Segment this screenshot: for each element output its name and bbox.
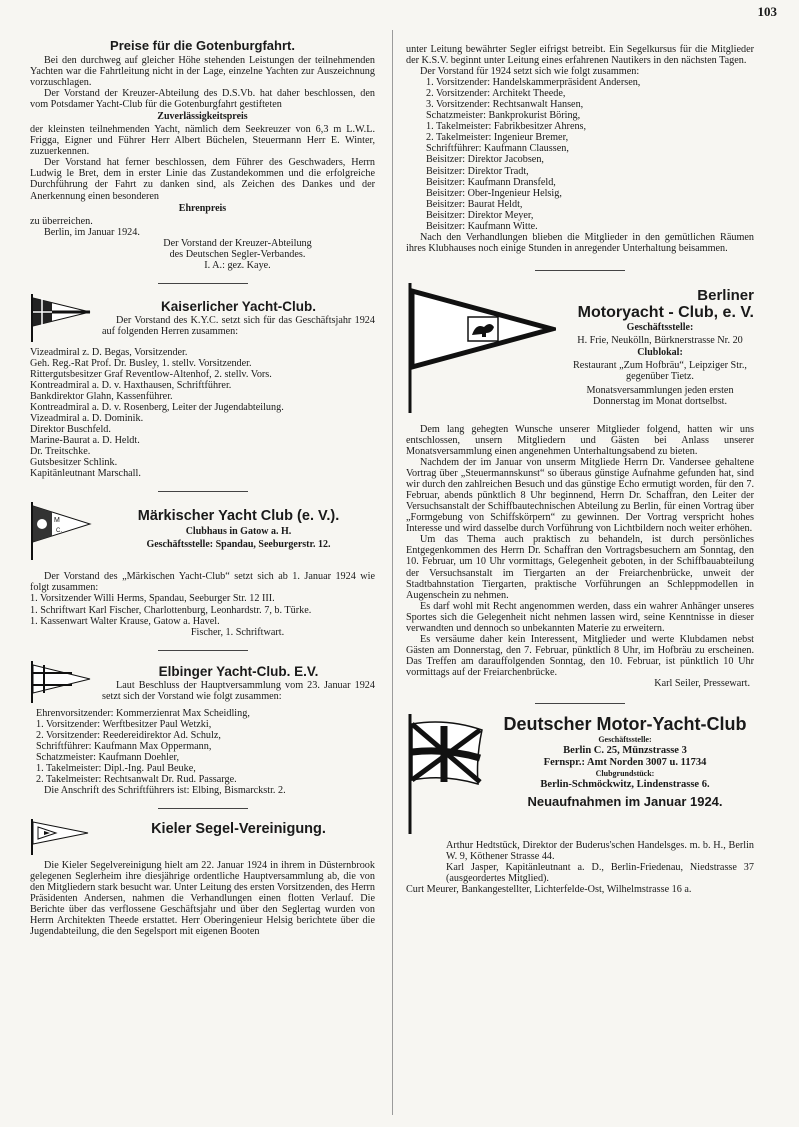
- preise-paragraph: Der Vorstand hat ferner beschlossen, dem Führer des Geschwaders, Herrn Ludwig le Bret, dem in erster Linie das Zustandekommen und die erfolgreiche Durchführung der Fahrt zu danken sind, als Zeichen des Dankes und der Anerkennung einen besonderen: [30, 157, 375, 202]
- dmyc-office: Berlin C. 25, Münzstrasse 3: [563, 745, 687, 757]
- left-column: [30, 36, 375, 937]
- ksv-member-list: [406, 77, 754, 232]
- bmyc-paragraph: Dem lang gehegten Wunsche unserer Mitglieder folgend, hatten wir uns entschlossen, unsern Mitgliedern und Gästen bei Anlass unserer Monatsversammlung einen angenehmen Unterhaltungsabend zu bieten.: [406, 423, 754, 457]
- column-divider: [392, 30, 393, 1115]
- bmyc-paragraph: Es versäume daher kein Interessent, Mitglieder und werte Klubdamen nebst Gästen am Donnerstag, den 7. Februar, pünktlich 8 Uhr, im Hofbräu zu erscheinen. Das Treffen am darauffolgenden Sonntag, den 10. Februar, ist pünktlich 10 Uhr vormittags auf der Freiarchenbrücke.: [406, 633, 754, 678]
- ksv-member: Beisitzer: Direktor Tradt,: [426, 165, 529, 177]
- section-rule: [158, 808, 248, 809]
- eyc-member: Schatzmeister: Kaufmann Doehler,: [36, 751, 180, 763]
- kyc-member: Rittergutsbesitzer Graf Reventlow-Altenhof, 2. stellv. Vors.: [30, 368, 272, 380]
- preise-subheading: Ehrenpreis: [178, 202, 227, 214]
- kyc-member: Kontreadmiral a. D. v. Haxthausen, Schriftführer.: [30, 379, 232, 391]
- ksv-paragraph: Die Kieler Segelvereinigung hielt am 22. Januar 1924 in ihrem in Düsternbrook gelegenen Seglerheim ihre diesjährige ordentliche Hauptversammlung ab, die von den Mitgliedern stark besucht war. Unter Leitung des ersten Vorsitzenden, des Herrn Präsidenten Andersen, nahmen die Verhandlungen einen flotten Verlauf. Die Berichte über das verflossene Geschäftsjahr und über den Seglertag wurden von Herrn Architekten Theede erstattet. Herr Oberingenieur Helsig berichtete über die Jugendabteilung, die den Segelsport mit eigenen Booten: [30, 860, 375, 938]
- section-rule: [158, 650, 248, 651]
- preise-subheading: Zuverlässigkeitspreis: [157, 111, 248, 123]
- section-rule: [535, 270, 625, 271]
- kyc-member: Direktor Buschfeld.: [30, 424, 111, 436]
- preise-paragraph: der kleinsten teilnehmenden Yacht, nämlich dem Seekreuzer von 6,3 m L.W.L. Frigga, Eigner und Führer Herr Albert Büchelen, Steuermann Herr E. Winter, zuzuerkennen.: [30, 124, 375, 158]
- bmyc-paragraph: Um das Thema auch praktisch zu behandeln, ist durch persönliches Entgegenkommen des Herrn Dr. Schaffran den Vortragsbesuchern am Sonntag, den 10. Februar, um 10 Uhr vormittags, Gelegenheit geboten, in der Schiffbauabteilung der Versuchsanstalt im Tiergarten an der Freiarchenbrücke, unweit der Stadtbahnstation Tiergarten, praktische Vorführungen an Schleppmodellen in Augenschein zu nehmen.: [406, 534, 754, 601]
- mkyc-flag-icon: [30, 502, 92, 565]
- dmyc-ground: Berlin-Schmöckwitz, Lindenstrasse 6.: [540, 779, 710, 791]
- bmyc-title-line2: Motoryacht - Club, e. V.: [577, 303, 754, 321]
- svg-text:M: M: [54, 517, 60, 525]
- bmyc-title-line1: Berliner: [697, 286, 754, 304]
- kyc-member-list: [30, 347, 375, 480]
- ksv-member: 1. Vorsitzender: Handelskammerpräsident Andersen,: [426, 77, 641, 89]
- eyc-title: Elbinger Yacht-Club. E.V.: [158, 663, 319, 679]
- bmyc-lokal: Restaurant „Zum Hofbräu“, Leipziger Str., gegenüber Tietz.: [573, 359, 747, 382]
- section-rule: [535, 703, 625, 704]
- kyc-member: Marine-Baurat a. D. Heldt.: [30, 435, 140, 447]
- eyc-member: 1. Vorsitzender: Werftbesitzer Paul Wetzki,: [36, 718, 212, 730]
- eyc-member: Ehrenvorsitzender: Kommerzienrat Max Scheidling,: [36, 707, 250, 719]
- mkyc-intro: Der Vorstand des „Märkischen Yacht-Club“ setzt sich ab 1. Januar 1924 wie folgt zusammen:: [30, 571, 375, 594]
- bmyc-meetings: Monatsversammlungen jeden ersten Donnerstag im Monat dortselbst.: [586, 385, 734, 408]
- bmyc-flag-icon: [406, 283, 556, 418]
- mkyc-signature: Fischer, 1. Schriftwart.: [190, 626, 285, 638]
- ksv-member: Beisitzer: Ober-Ingenieur Helsig,: [426, 187, 562, 199]
- right-column: [406, 44, 754, 895]
- dmyc-phone: Fernspr.: Amt Norden 3007 u. 11734: [543, 757, 707, 769]
- section-rule: [158, 283, 248, 284]
- kyc-flag-icon: [30, 294, 92, 347]
- kyc-member: Geh. Reg.-Rat Prof. Dr. Busley, 1. stellv. Vorsitzender.: [30, 357, 252, 369]
- ksv-member: 3. Vorsitzender: Rechtsanwalt Hansen,: [426, 99, 584, 111]
- eyc-note: Die Anschrift des Schriftführers ist: Elbing, Bismarckstr. 2.: [44, 784, 286, 796]
- dmyc-ground-label: Clubgrundstück:: [595, 769, 655, 779]
- dmyc-new-title: Neuaufnahmen im Januar 1924.: [527, 794, 723, 810]
- ksv-title: Kieler Segel-Vereinigung.: [151, 821, 326, 838]
- dmyc-flag-icon: [406, 714, 486, 839]
- eyc-member-list: [30, 708, 375, 785]
- bmyc-paragraph: Es darf wohl mit Recht angenommen werden, dass ein wahrer Anhänger unseres Sportes sich die Gelegenheit nicht nehmen lassen wird, seine Kenntnisse in dieser verwandten und dennoch so unbekannten Materie zu erweitern.: [406, 600, 754, 634]
- dmyc-title: Deutscher Motor-Yacht-Club: [503, 714, 747, 735]
- bmyc-office: H. Frie, Neukölln, Bürknerstrasse Nr. 20: [577, 334, 743, 346]
- ksv-member: Beisitzer: Direktor Meyer,: [426, 209, 534, 221]
- dmyc-new-member: Karl Jasper, Kapitänleutnant a. D., Berlin-Friedenau, Niedstrasse 37 (ausgeordertes Mitglied).: [446, 862, 754, 885]
- mkyc-member: 1. Kassenwart Walter Krause, Gatow a. Havel.: [30, 615, 220, 627]
- preise-signature: des Deutschen Segler-Verbandes.: [169, 248, 306, 260]
- eyc-header: [30, 661, 375, 708]
- kyc-header: [30, 294, 375, 347]
- kyc-member: Kontreadmiral a. D. v. Rosenberg, Leiter der Jugendabteilung.: [30, 402, 284, 414]
- dmyc-new-member: Curt Meurer, Bankangestellter, Lichterfelde-Ost, Wilhelmstrasse 16 a.: [406, 884, 692, 896]
- bmyc-office-label: Geschäftsstelle:: [626, 321, 694, 333]
- eyc-flag-icon: [30, 661, 92, 708]
- svg-text:C.: C.: [56, 528, 62, 535]
- bmyc-lokal-label: Clublokal:: [637, 346, 683, 358]
- ksv-paragraph: Der Vorstand für 1924 setzt sich wie folgt zusammen:: [420, 66, 640, 78]
- eyc-member: 2. Takelmeister: Rechtsanwalt Dr. Rud. Passarge.: [36, 773, 237, 785]
- mkyc-subtitle: Clubhaus in Gatow a. H.: [185, 526, 292, 538]
- ksv-member: 2. Takelmeister: Ingenieur Bremer,: [426, 132, 569, 144]
- kyc-member: Dr. Treitschke.: [30, 446, 91, 458]
- kyc-member: Bankdirektor Glahn, Kassenführer.: [30, 390, 173, 402]
- kyc-member: Vizeadmiral z. D. Begas, Vorsitzender.: [30, 346, 188, 358]
- kyc-intro: Der Vorstand des K.Y.C. setzt sich für das Geschäftsjahr 1924 auf folgenden Herren zusammen:: [102, 314, 375, 337]
- ksv-member: Schatzmeister: Bankprokurist Böring,: [426, 110, 581, 122]
- preise-date: Berlin, im Januar 1924.: [44, 226, 140, 238]
- ksv-flag-icon: [30, 819, 92, 860]
- page-number: 103: [757, 4, 777, 19]
- eyc-intro: Laut Beschluss der Hauptversammlung vom 23. Januar 1924 setzt sich der Vorstand wie folgt zusammen:: [102, 679, 375, 702]
- bmyc-header: [406, 283, 754, 418]
- ksv-member: Beisitzer: Kaufmann Witte.: [426, 220, 538, 232]
- eyc-member: Schriftführer: Kaufmann Max Oppermann,: [36, 740, 212, 752]
- section-rule: [158, 491, 248, 492]
- preise-title: Preise für die Gotenburgfahrt.: [110, 38, 295, 53]
- dmyc-office-label: Geschäftsstelle:: [598, 735, 652, 745]
- dmyc-new-member: Arthur Hedtstück, Direktor der Buderus'schen Handelsges. m. b. H., Berlin W. 9, Köthener Strasse 44.: [446, 840, 754, 863]
- ksv-member: Beisitzer: Baurat Heldt,: [426, 198, 523, 210]
- bmyc-signature: Karl Seiler, Pressewart.: [654, 677, 750, 689]
- eyc-member: 1. Takelmeister: Dipl.-Ing. Paul Beuke,: [36, 762, 196, 774]
- kyc-member: Vizeadmiral a. D. Dominik.: [30, 413, 144, 425]
- ksv-member: Schriftführer: Kaufmann Claussen,: [426, 143, 569, 155]
- ksv-member: Beisitzer: Direktor Jacobsen,: [426, 154, 544, 166]
- mkyc-member: 1. Vorsitzender Willi Herms, Spandau, Seeburger Str. 12 III.: [30, 593, 275, 605]
- kyc-member: Gutsbesitzer Schlink.: [30, 457, 118, 469]
- bmyc-paragraph: Nachdem der im Januar von unserm Mitgliede Herrn Dr. Vandersee gehaltene Vortrag über „Steuermannskunst“ so überaus günstige Aufnahme gefunden hat, sind wir durch den zahlreichen Besuch und das günstige Echo ermutigt worden, für den 7. Februar, abends pünktlich 8 Uhr beginnend, Herrn Dr. Schaffran, den Leiter der Versuchsanstalt der Schiffbautechnischen Abteilung zu Berlin, für einen Vortrag über „Formgebung von Schiffskörpern“ zu gewinnen. Der Vortrag verspricht hohes Interesse und wird dasselbe durch Vorführung von Lichtbildern noch weiter erhöhen.: [406, 457, 754, 535]
- preise-paragraph: Bei den durchweg auf gleicher Höhe stehenden Leistungen der teilnehmenden Yachten war die Fahrtleitung nicht in der Lage, einzelne Yachten zur Auszeichnung vorzuschlagen.: [30, 55, 375, 89]
- ksv-header: [30, 819, 375, 860]
- ksv-member: Beisitzer: Kaufmann Dransfeld,: [426, 176, 556, 188]
- dmyc-new-members: [406, 840, 754, 895]
- mkyc-member: 1. Schriftwart Karl Fischer, Charlottenburg, Leonhardstr. 7, b. Türke.: [30, 604, 312, 616]
- preise-signature: I. A.: gez. Kaye.: [204, 259, 271, 271]
- mkyc-title: Märkischer Yacht Club (e. V.).: [137, 508, 340, 525]
- ksv-member: 1. Takelmeister: Fabrikbesitzer Ahrens,: [426, 121, 587, 133]
- eyc-member: 2. Vorsitzender: Reedereidirektor Ad. Schulz,: [36, 729, 221, 741]
- ksv-paragraph-continued: unter Leitung bewährter Segler eifrigst betreibt. Ein Segelkursus für die Mitglieder der K.S.V. beginnt unter Leitung eines erfahrenen Nautikers in den nächsten Tagen.: [406, 44, 754, 67]
- preise-signature: Der Vorstand der Kreuzer-Abteilung: [163, 237, 312, 249]
- ksv-member: 2. Vorsitzender: Architekt Theede,: [426, 88, 566, 100]
- ksv-paragraph: Nach den Verhandlungen blieben die Mitglieder in den gemütlichen Räumen ihres Klubhauses noch einige Stunden in anregender Unterhaltung beisammen.: [406, 231, 754, 254]
- kyc-title: Kaiserlicher Yacht-Club.: [160, 298, 317, 314]
- dmyc-header: [406, 714, 754, 839]
- mkyc-office: Geschäftsstelle: Spandau, Seeburgerstr. 12.: [146, 539, 331, 551]
- preise-paragraph: zu überreichen.: [30, 215, 93, 227]
- kyc-member: Kapitänleutnant Marschall.: [30, 468, 141, 480]
- preise-paragraph: Der Vorstand der Kreuzer-Abteilung des D.S.Vb. hat daher beschlossen, den vom Potsdamer Yacht-Club für die Gotenburgfahrt gestifteten: [30, 88, 375, 111]
- mkyc-header: [30, 502, 375, 565]
